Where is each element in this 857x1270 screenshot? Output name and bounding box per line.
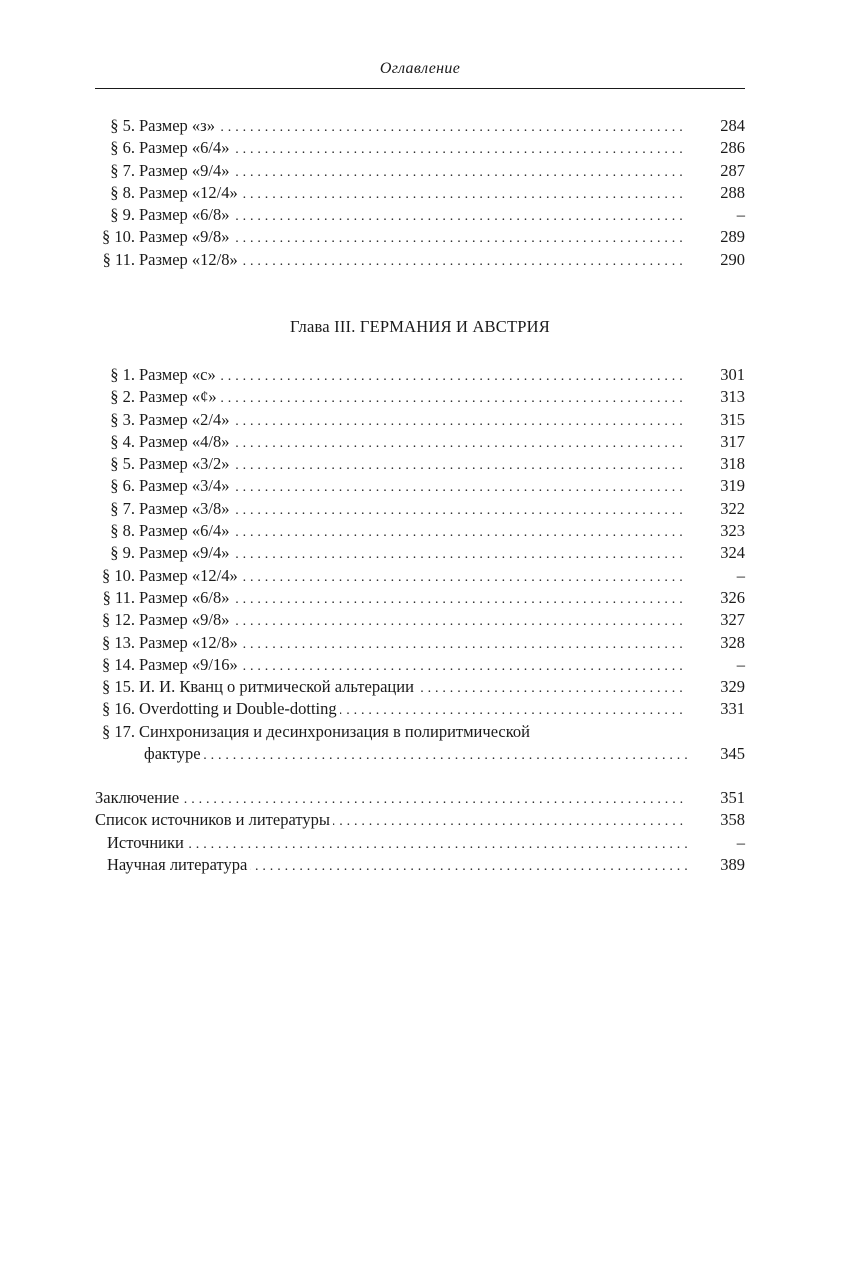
section-number: § 7. [110, 160, 135, 180]
page-number: 323 [691, 520, 745, 542]
section-number: § 11. [102, 249, 135, 269]
toc-entry[interactable] [95, 498, 745, 520]
toc-entry[interactable] [95, 632, 745, 654]
toc-entry[interactable] [95, 137, 745, 159]
toc-entry[interactable] [95, 854, 745, 876]
toc-entry[interactable] [95, 453, 745, 475]
entry-title: Размер «3/2» [139, 453, 233, 475]
section-number: § 8. [110, 521, 135, 541]
entry-title: Размер «3/8» [139, 498, 233, 520]
entry-title: Размер «9/4» [139, 160, 233, 182]
toc-chapter-3 [95, 364, 745, 765]
entry-title: Научная литература [107, 854, 250, 876]
entry-title: Размер «12/8» [139, 249, 241, 271]
toc-entry[interactable] [95, 654, 745, 676]
section-number: § 9. [110, 543, 135, 563]
section-number: § 6. [110, 476, 135, 496]
section-number: § 14. [102, 654, 135, 674]
toc-entry[interactable] [95, 182, 745, 204]
dot-leader [139, 386, 687, 408]
entry-title: Размер «9/16» [139, 654, 241, 676]
entry-title: Размер «6/4» [139, 520, 233, 542]
dot-leader [95, 787, 687, 809]
dot-leader [139, 115, 687, 137]
entry-title: Overdotting и Double-dotting [139, 698, 340, 720]
toc-entry[interactable] [95, 364, 745, 386]
page-number: 290 [691, 249, 745, 271]
section-number: § 2. [110, 387, 135, 407]
toc-entry[interactable] [95, 409, 745, 431]
page-number: 318 [691, 453, 745, 475]
page-number: 313 [691, 386, 745, 408]
page-number: 284 [691, 115, 745, 137]
entry-title: И. И. Кванц о ритмической альтерации [139, 676, 417, 698]
chapter-title: Глава III. ГЕРМАНИЯ И АВСТРИЯ [290, 317, 550, 336]
page-number: 287 [691, 160, 745, 182]
header-rule [95, 88, 745, 89]
section-number: § 3. [110, 409, 135, 429]
toc-back-matter [95, 787, 745, 876]
entry-title: Размер «2/4» [139, 409, 233, 431]
page-number: – [691, 204, 745, 226]
entry-title: Размер «6/8» [139, 587, 233, 609]
entry-title-line2: фактуре [144, 743, 204, 765]
section-number: § 13. [102, 632, 135, 652]
toc-entry-continuation[interactable] [95, 743, 745, 765]
entry-title: Размер «6/4» [139, 137, 233, 159]
page-number: 328 [691, 632, 745, 654]
page-number: – [691, 565, 745, 587]
entry-title: Размер «9/8» [139, 609, 233, 631]
section-number: § 17. [102, 721, 135, 741]
section-number: § 4. [110, 431, 135, 451]
toc-entry[interactable] [95, 249, 745, 271]
section-number: § 8. [110, 182, 135, 202]
toc-entry[interactable] [95, 587, 745, 609]
dot-leader [107, 832, 687, 854]
entry-title: Размер «12/4» [139, 182, 241, 204]
page-number: 319 [691, 475, 745, 497]
toc-entry[interactable] [95, 721, 745, 743]
section-number: § 1. [110, 365, 135, 384]
toc-entry[interactable] [95, 520, 745, 542]
toc-entry[interactable] [95, 160, 745, 182]
toc-entry[interactable] [95, 698, 745, 720]
page-number: 286 [691, 137, 745, 159]
page-number: 326 [691, 587, 745, 609]
page-number: 351 [691, 787, 745, 809]
page-number: 389 [691, 854, 745, 876]
toc-entry[interactable] [95, 609, 745, 631]
section-number: § 16. [102, 699, 135, 719]
entry-title: Размер «4/8» [139, 431, 233, 453]
toc-entry[interactable] [95, 542, 745, 564]
section-number: § 5. [110, 116, 135, 135]
page-number: 289 [691, 226, 745, 248]
running-head: Оглавление [379, 60, 461, 77]
section-number: § 6. [110, 138, 135, 158]
toc-entry[interactable] [95, 809, 745, 831]
page-number: 301 [691, 364, 745, 386]
toc-entry[interactable] [95, 386, 745, 408]
page-number: 322 [691, 498, 745, 520]
page-number: 329 [691, 676, 745, 698]
toc-entry[interactable] [95, 676, 745, 698]
entry-title: Источники [107, 832, 187, 854]
entry-title: Размер «¢» [139, 386, 220, 408]
section-number: § 10. [102, 565, 135, 585]
toc-entry[interactable] [95, 787, 745, 809]
page-number: 358 [691, 809, 745, 831]
toc-entry[interactable] [95, 565, 745, 587]
entry-title: Размер «з» [139, 115, 218, 137]
page-number: – [691, 832, 745, 854]
dot-leader [144, 743, 687, 765]
section-number: § 9. [110, 205, 135, 225]
section-number: § 5. [110, 454, 135, 474]
entry-title: Размер «9/8» [139, 226, 233, 248]
page-number: 331 [691, 698, 745, 720]
page-number: 345 [691, 743, 745, 765]
toc-entry[interactable] [95, 204, 745, 226]
entry-title: Размер «9/4» [139, 542, 233, 564]
entry-title: Размер «12/4» [139, 565, 241, 587]
dot-leader [139, 364, 687, 386]
entry-title: Список источников и литературы [95, 809, 333, 831]
section-number: § 11. [102, 587, 135, 607]
page-number: 315 [691, 409, 745, 431]
toc-entry[interactable] [95, 431, 745, 453]
page-number: 317 [691, 431, 745, 453]
entry-title: Размер «12/8» [139, 632, 241, 654]
entry-title: Размер «c» [139, 364, 219, 386]
entry-title: Размер «6/8» [139, 204, 233, 226]
toc-section-continued [95, 115, 745, 271]
section-number: § 7. [110, 498, 135, 518]
page-number: 324 [691, 542, 745, 564]
toc-entry[interactable] [95, 115, 745, 137]
toc-entry[interactable] [95, 475, 745, 497]
section-number: § 10. [102, 227, 135, 247]
entry-title: Размер «3/4» [139, 475, 233, 497]
entry-title: Заключение [95, 787, 182, 809]
page-number: – [691, 654, 745, 676]
section-number: § 12. [102, 610, 135, 630]
entry-title-line1: Синхронизация и десинхронизация в полиритмической [139, 721, 533, 743]
page-number: 288 [691, 182, 745, 204]
toc-entry[interactable] [95, 226, 745, 248]
section-number: § 15. [102, 677, 135, 697]
toc-entry[interactable] [95, 832, 745, 854]
page-number: 327 [691, 609, 745, 631]
